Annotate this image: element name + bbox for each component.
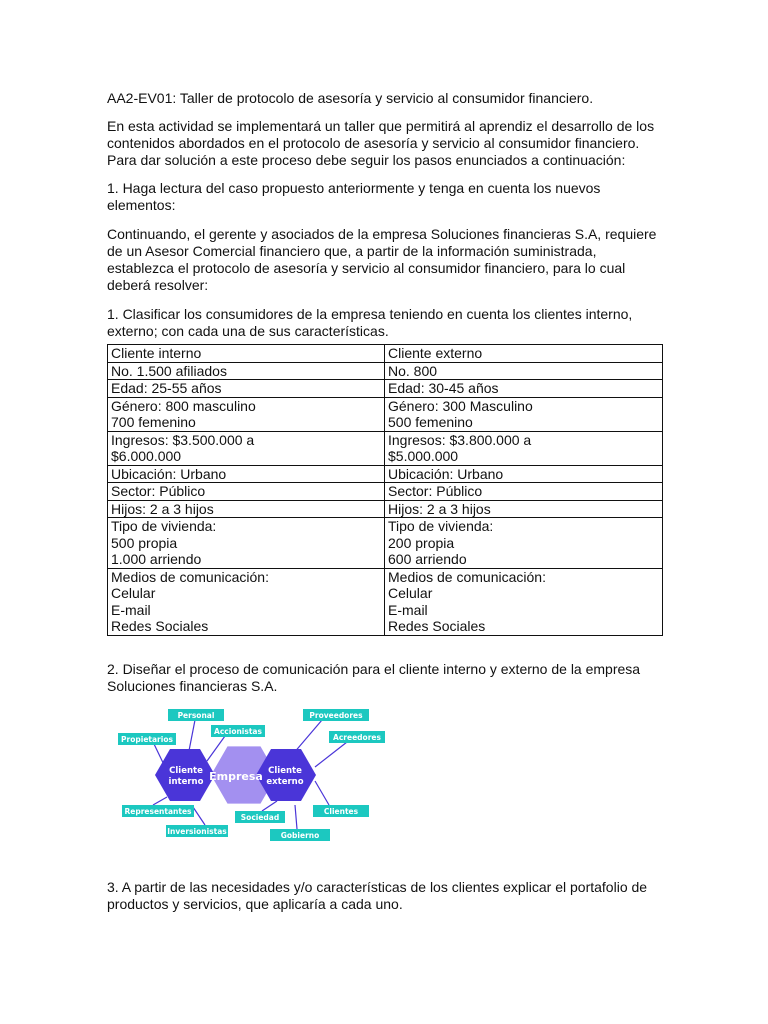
- cell-line: Hijos: 2 a 3 hijos: [388, 500, 491, 517]
- cell-line: Sector: Público: [111, 483, 206, 499]
- stakeholder-label: Proveedores: [309, 710, 363, 720]
- stakeholder-label: Sociedad: [240, 812, 280, 822]
- cell-line: Ingresos: $3.500.000 a: [111, 431, 255, 448]
- cell-line: Género: 300 Masculino: [388, 397, 533, 414]
- cell-cliente-externo: [385, 483, 663, 501]
- cell-cliente-externo: [385, 518, 663, 569]
- cell-line: Ubicación: Urbano: [111, 465, 227, 482]
- question-2: 2. Diseñar el proceso de comunicación para el cliente interno y externo de la empresa Soluciones financieras S.A.: [107, 660, 641, 694]
- cell-line: Tipo de vivienda:: [111, 518, 217, 534]
- cell-cliente-interno: [108, 568, 385, 635]
- cell-line: Ingresos: $3.800.000 a: [388, 431, 532, 448]
- communication-diagram: [107, 709, 667, 864]
- cell-line: 500 femenino: [388, 414, 473, 430]
- cell-cliente-externo: [385, 362, 663, 380]
- connector-line: [262, 801, 277, 811]
- cell-cliente-interno: [108, 465, 385, 483]
- cell-cliente-interno: [108, 397, 385, 431]
- stakeholder-label: Inversionistas: [167, 826, 227, 836]
- header-cliente-interno: Cliente interno: [108, 345, 385, 363]
- cell-line: Redes Sociales: [111, 618, 209, 634]
- communication-diagram-svg: [107, 709, 667, 864]
- cell-line: Ubicación: Urbano: [388, 465, 504, 482]
- cell-cliente-externo: [385, 397, 663, 431]
- cell-line: Redes Sociales: [388, 618, 486, 634]
- cell-line: $6.000.000: [111, 448, 182, 464]
- intro-paragraph: En esta actividad se implementará un taller que permitirá al aprendiz el desarrollo de los contenidos abordados en el protocolo de asesoría y servicio al consumidor financiero. Para dar solución a este proceso debe seguir los pasos enunciados a continuación:: [107, 118, 655, 168]
- left-hex-label-line2: interno: [168, 776, 204, 787]
- connector-line: [315, 781, 329, 805]
- connector-line: [315, 742, 347, 767]
- cell-cliente-externo: [385, 568, 663, 635]
- table-row: [108, 483, 663, 501]
- table-row: [108, 500, 663, 518]
- cell-line: No. 1.500 afiliados: [111, 362, 227, 379]
- cell-line: Celular: [111, 585, 156, 601]
- cell-line: Sector: Público: [388, 483, 483, 499]
- cell-cliente-interno: [108, 431, 385, 465]
- stakeholder-label: Representantes: [124, 806, 192, 816]
- cell-cliente-interno: [108, 362, 385, 380]
- table-row: [108, 397, 663, 431]
- table-row: [108, 362, 663, 380]
- cell-cliente-interno: [108, 380, 385, 398]
- stakeholder-label: Gobierno: [280, 830, 320, 840]
- cell-cliente-interno: [108, 500, 385, 518]
- cell-cliente-externo: [385, 500, 663, 518]
- cell-line: Medios de comunicación:: [388, 568, 546, 585]
- right-hex-label-line1: Cliente: [268, 765, 302, 776]
- cell-cliente-externo: [385, 465, 663, 483]
- case-paragraph: Continuando, el gerente y asociados de la empresa Soluciones financieras S.A, requiere de un Asesor Comercial financiero que, a partir de la información suministrada, establezca el protocolo de asesoría y servicio al consumidor financiero, para lo cual deberá resolver:: [107, 226, 657, 293]
- left-hex-label-line1: Cliente: [169, 765, 203, 776]
- connector-line: [295, 805, 297, 829]
- cell-line: 1.000 arriendo: [111, 551, 202, 567]
- cell-line: 200 propia: [388, 534, 455, 551]
- cell-line: Medios de comunicación:: [111, 568, 269, 585]
- cell-line: Edad: 25-55 años: [111, 380, 222, 396]
- table-row: [108, 380, 663, 398]
- cell-line: E-mail: [388, 601, 428, 618]
- cell-cliente-interno: [108, 518, 385, 569]
- table-row: [108, 568, 663, 635]
- right-hex-label-line2: externo: [266, 776, 304, 787]
- clients-table: [107, 344, 663, 636]
- table-row: [108, 465, 663, 483]
- table-row: [108, 431, 663, 465]
- cell-cliente-externo: [385, 431, 663, 465]
- stakeholder-label: Propietarios: [121, 734, 173, 744]
- stakeholder-label: Accionistas: [214, 726, 262, 736]
- cell-line: Edad: 30-45 años: [388, 380, 499, 396]
- stakeholder-label: Personal: [177, 710, 215, 720]
- table-header-row: [108, 345, 663, 363]
- cell-line: 700 femenino: [111, 414, 196, 430]
- cell-line: Celular: [388, 585, 433, 601]
- document-page: [107, 90, 667, 913]
- question-1: 1. Clasificar los consumidores de la empresa teniendo en cuenta los clientes interno, externo; con cada una de sus características.: [107, 306, 633, 339]
- connector-line: [193, 807, 205, 825]
- cell-cliente-interno: [108, 483, 385, 501]
- stakeholder-label: Acreedores: [333, 732, 381, 742]
- cell-line: 600 arriendo: [388, 551, 467, 567]
- connector-line: [153, 797, 167, 805]
- cell-line: E-mail: [111, 601, 151, 618]
- cell-line: Tipo de vivienda:: [388, 518, 494, 534]
- question-3: 3. A partir de las necesidades y/o características de los clientes explicar el portafolio de productos y servicios, que aplicaría a cada uno.: [107, 878, 648, 912]
- cell-line: Hijos: 2 a 3 hijos: [111, 500, 214, 517]
- cell-line: No. 800: [388, 362, 438, 379]
- center-label: Empresa: [209, 769, 263, 783]
- cell-line: $5.000.000: [388, 448, 459, 464]
- cell-line: 500 propia: [111, 534, 178, 551]
- table-row: [108, 518, 663, 569]
- cell-line: Género: 800 masculino: [111, 397, 256, 414]
- document-title: AA2-EV01: Taller de protocolo de asesoría y servicio al consumidor financiero.: [107, 90, 594, 106]
- stakeholder-label: Clientes: [323, 806, 359, 816]
- cell-cliente-externo: [385, 380, 663, 398]
- step-1-paragraph: 1. Haga lectura del caso propuesto anteriormente y tenga en cuenta los nuevos elementos:: [107, 180, 601, 213]
- header-cliente-externo: Cliente externo: [385, 345, 663, 363]
